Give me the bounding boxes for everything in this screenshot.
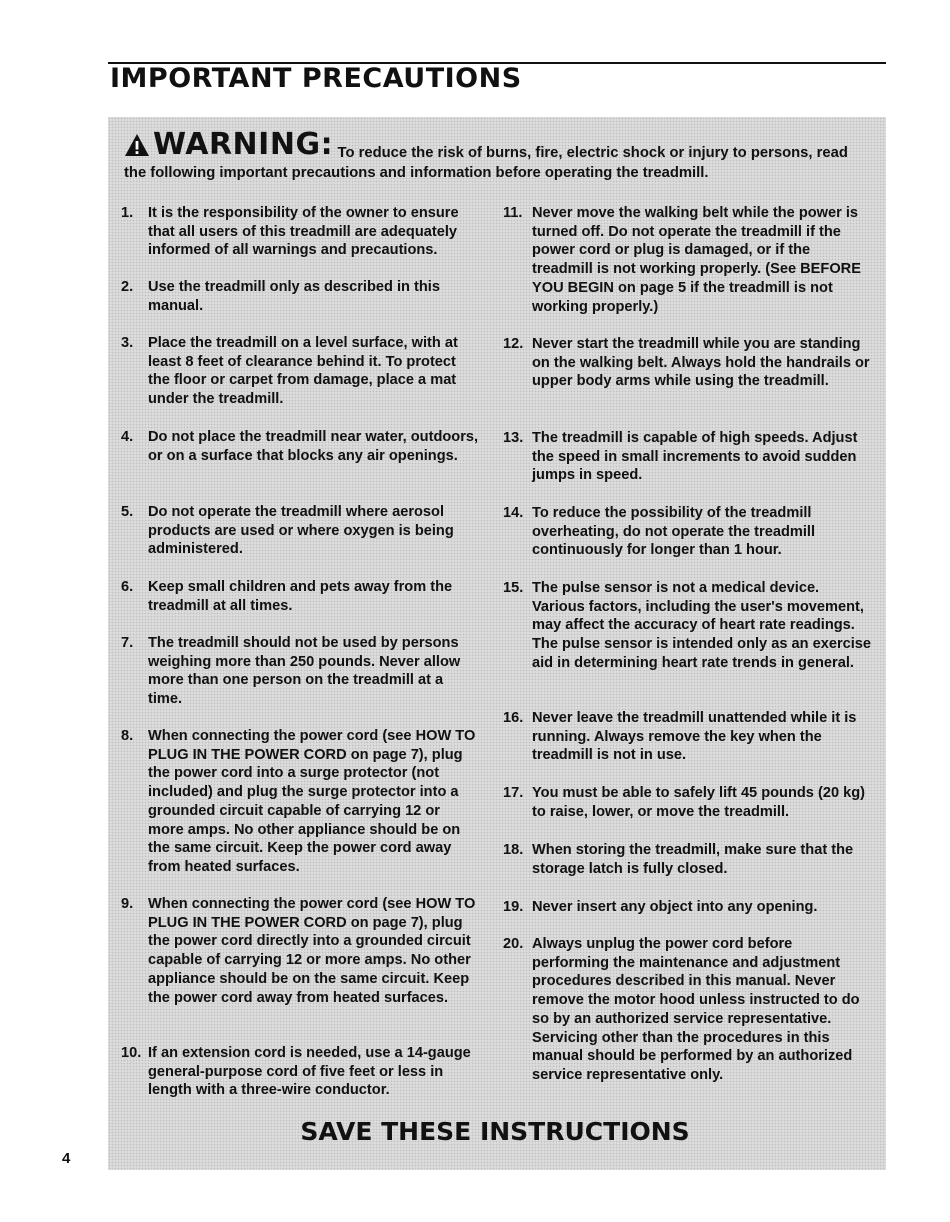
precaution-number: 8. [121,728,134,744]
warning-heading [124,127,334,162]
precaution-text: You must be able to safely lift 45 pounds (20 kg) to raise, lower, or move the treadmill. [532,785,866,820]
precaution-item [503,504,873,579]
precaution-item [121,895,479,1044]
precaution-text: The treadmill should not be used by persons weighing more than 250 pounds. Never allow more than one person on the treadmill at a time. [148,635,461,708]
precaution-item [503,784,873,841]
precaution-item [503,429,873,504]
precaution-number: 3. [121,335,134,351]
precaution-number: 12. [503,336,524,352]
precaution-item [121,204,479,278]
precaution-text: Never insert any object into any opening. [532,899,818,915]
page-title: IMPORTANT PRECAUTIONS [110,63,522,94]
warning-text: To reduce the risk of burns, fire, electric shock or injury to persons, read the following important precautions and information before operating the treadmill. [124,145,848,181]
precaution-item [121,334,479,428]
precaution-text: Always unplug the power cord before performing the maintenance and adjustment procedures described in this manual. Never remove the motor hood unless instructed to do so by an authorized service representative. Servicing other than the procedures in this manual should be performed by an authorized service representative only. [532,936,860,1083]
precaution-item [503,579,873,709]
precaution-item [121,278,479,334]
precaution-number: 6. [121,579,134,595]
precaution-item [503,335,873,429]
precaution-text: Place the treadmill on a level surface, with at least 8 feet of clearance behind it. To protect the floor or carpet from damage, place a mat under the treadmill. [148,335,458,408]
precaution-number: 17. [503,785,524,801]
precaution-text: If an extension cord is needed, use a 14-gauge general-purpose cord of five feet or less in length with a three-wire conductor. [148,1045,471,1099]
precaution-text: When connecting the power cord (see HOW TO PLUG IN THE POWER CORD on page 7), plug the power cord directly into a grounded circuit capable of carrying 12 or more amps. No other appliance should be on the same circuit. Keep the power cord away from heated surfaces. [148,896,476,1006]
precaution-item [503,709,873,784]
precaution-text: Keep small children and pets away from the treadmill at all times. [148,579,453,614]
precaution-number: 4. [121,429,134,445]
precaution-number: 1. [121,205,134,221]
precaution-item [503,841,873,898]
precaution-number: 7. [121,635,134,651]
precaution-number: 18. [503,842,524,858]
precaution-number: 19. [503,899,524,915]
precaution-item [121,578,479,634]
precaution-item [121,634,479,727]
precaution-item [121,503,479,578]
precaution-number: 15. [503,580,524,596]
precaution-text: Never leave the treadmill unattended while it is running. Always remove the key when the treadmill is not in use. [532,710,857,764]
precaution-number: 9. [121,896,134,912]
precaution-number: 14. [503,505,524,521]
precaution-text: Never start the treadmill while you are standing on the walking belt. Always hold the handrails or upper body arms while using the treadmill. [532,336,870,390]
precaution-text: The treadmill is capable of high speeds. Adjust the speed in small increments to avoid sudden jumps in speed. [532,430,858,484]
warning-label: WARNING: [153,127,334,162]
precaution-text: It is the responsibility of the owner to ensure that all users of this treadmill are adequately informed of all warnings and precautions. [148,205,459,259]
precaution-item [503,898,873,935]
precaution-item [121,428,479,503]
precaution-number: 2. [121,279,134,295]
save-instructions-heading: SAVE THESE INSTRUCTIONS [300,1117,690,1146]
precaution-text: To reduce the possibility of the treadmill overheating, do not operate the treadmill continuously for longer than 1 hour. [532,505,815,559]
warning-triangle-icon [124,133,150,157]
warning-statement [124,127,869,183]
precaution-number: 10. [121,1045,142,1061]
precaution-text: The pulse sensor is not a medical device. Various factors, including the user's movement, may affect the accuracy of heart rate readings. The pulse sensor is intended only as an exercise aid in determining heart rate trends in general. [532,580,872,671]
page-number: 4 [62,1150,71,1167]
precaution-item [121,1044,479,1104]
precaution-number: 11. [503,205,523,221]
precaution-number: 16. [503,710,524,726]
precaution-item [503,935,873,1095]
precaution-text: Use the treadmill only as described in this manual. [148,279,440,314]
precautions-right-column [503,204,873,1095]
precaution-text: Never move the walking belt while the power is turned off. Do not operate the treadmill if the power cord or plug is damaged, or if the treadmill is not working properly. (See BEFORE YOU BEGIN on page 5 if the treadmill is not working properly.) [532,205,861,315]
precaution-item [503,204,873,335]
precaution-number: 5. [121,504,134,520]
precaution-text: Do not place the treadmill near water, outdoors, or on a surface that blocks any air openings. [148,429,479,464]
precaution-text: When storing the treadmill, make sure that the storage latch is fully closed. [532,842,854,877]
precaution-text: When connecting the power cord (see HOW TO PLUG IN THE POWER CORD on page 7), plug the power cord into a surge protector (not included) and plug the surge protector into a grounded circuit capable of carrying 12 or more amps. No other appliance should be on the same circuit. Keep the power cord away from heated surfaces. [148,728,476,875]
precaution-text: Do not operate the treadmill where aerosol products are used or where oxygen is being administered. [148,504,454,558]
precautions-left-column [121,204,479,1104]
precaution-number: 13. [503,430,524,446]
precaution-number: 20. [503,936,524,952]
precaution-item [121,727,479,895]
